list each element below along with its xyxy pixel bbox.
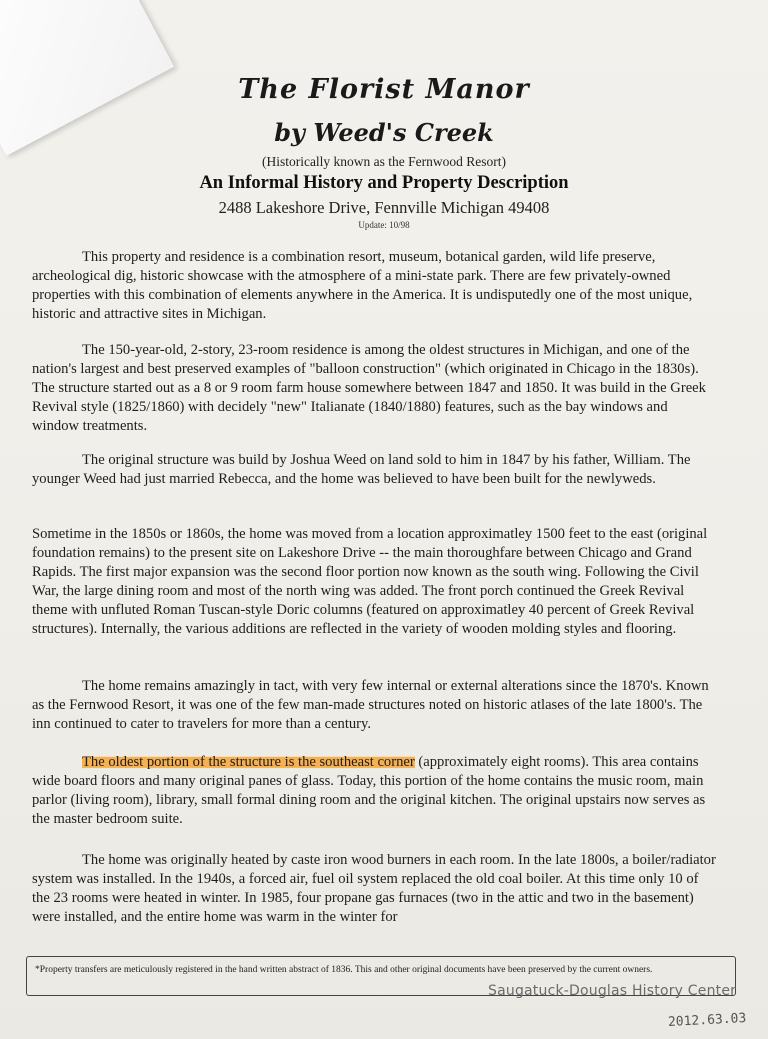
- document-title: The Florist Manor: [238, 74, 530, 105]
- paragraph-text: The home remains amazingly in tact, with very few internal or external alterations since the 1870's. Known as the Fernwood Resort, it was one of the few man-made structures noted on historic atlases of the late 1800's. The inn continued to cater to travelers for more than a century.: [32, 678, 709, 732]
- paragraph-fernwood-resort: [32, 677, 716, 734]
- paragraph-oldest-portion: [32, 753, 716, 829]
- paragraph-heating: [32, 851, 716, 927]
- update-date: Update: 10/98: [358, 220, 410, 230]
- paragraph-intro: [32, 248, 716, 324]
- highlighted-text: The oldest portion of the structure is the southeast corner: [82, 754, 415, 770]
- archive-stamp: Saugatuck-Douglas History Center: [488, 983, 737, 999]
- paragraph-text: The home was originally heated by caste iron wood burners in each room. In the late 1800s, a boiler/radiator system was installed. In the 1940s, a forced air, fuel oil system replaced the old coal boiler. At this time only 10 of the 23 rooms were heated in winter. In 1985, four propane gas furnaces (two in the attic and two in the basement) were installed, and the entire home was warm in the winter for: [32, 852, 716, 925]
- accession-number: 2012.63.03: [667, 1010, 747, 1031]
- paragraph-relocation: [32, 525, 716, 639]
- paragraph-text: This property and residence is a combination resort, museum, botanical garden, wild life preserve, archeological dig, historic showcase with the atmosphere of a mini-state park. There are few privately-owned properties with this combination of elements anywhere in the America. It is undisputedly one of the most unique, historic and attractive sites in Michigan.: [32, 249, 693, 322]
- footnote-text: *Property transfers are meticulously registered in the hand written abstract of 1836. This and other original documents have been preserved by the current owners.: [35, 965, 653, 975]
- paragraph-original-structure: [32, 451, 716, 489]
- paragraph-text: The 150-year-old, 2-story, 23-room residence is among the oldest structures in Michigan, and one of the nation's largest and best preserved examples of "balloon construction" (which originated in Chicago in the 1830s). The structure started out as a 8 or 9 room farm house somewhere between 1847 and 1850. It was build in the Greek Revival style (1825/1860) with decidely "new" Italianate (1840/1880) features, such as the bay windows and window treatments.: [32, 342, 706, 434]
- paragraph-text: Sometime in the 1850s or 1860s, the home was moved from a location approximatley 1500 feet to the east (original foundation remains) to the present site on Lakeshore Drive -- the main thoroughfare between Chicago and Grand Rapids. The first major expansion was the second floor portion now known as the south wing. Following the Civil War, the large dining room and most of the north wing was added. The front porch continued the Greek Revival theme with unfluted Roman Tuscan-style Doric columns (featured on approximatley 40 percent of Greek Revival structures). Internally, the various additions are reflected in the variety of wooden molding styles and flooring.: [32, 526, 708, 637]
- historic-name: (Historically known as the Fernwood Resort): [261, 154, 507, 169]
- property-address: 2488 Lakeshore Drive, Fennville Michigan 49408: [218, 198, 550, 217]
- document-byline: by Weed's Creek: [274, 118, 494, 147]
- paragraph-text: (approximately eight rooms). This area contains wide board floors and many original panes of glass. Today, this portion of the home contains the music room, main parlor (living room), library, small formal dining room and the original kitchen. The original upstairs now serves as the master bedroom suite.: [32, 754, 706, 827]
- paragraph-text: The original structure was build by Joshua Weed on land sold to him in 1847 by his father, William. The younger Weed had just married Rebecca, and the home was believed to have been built for the newlyweds.: [32, 452, 691, 487]
- document-heading: An Informal History and Property Description: [199, 173, 569, 193]
- paragraph-residence: [32, 341, 716, 436]
